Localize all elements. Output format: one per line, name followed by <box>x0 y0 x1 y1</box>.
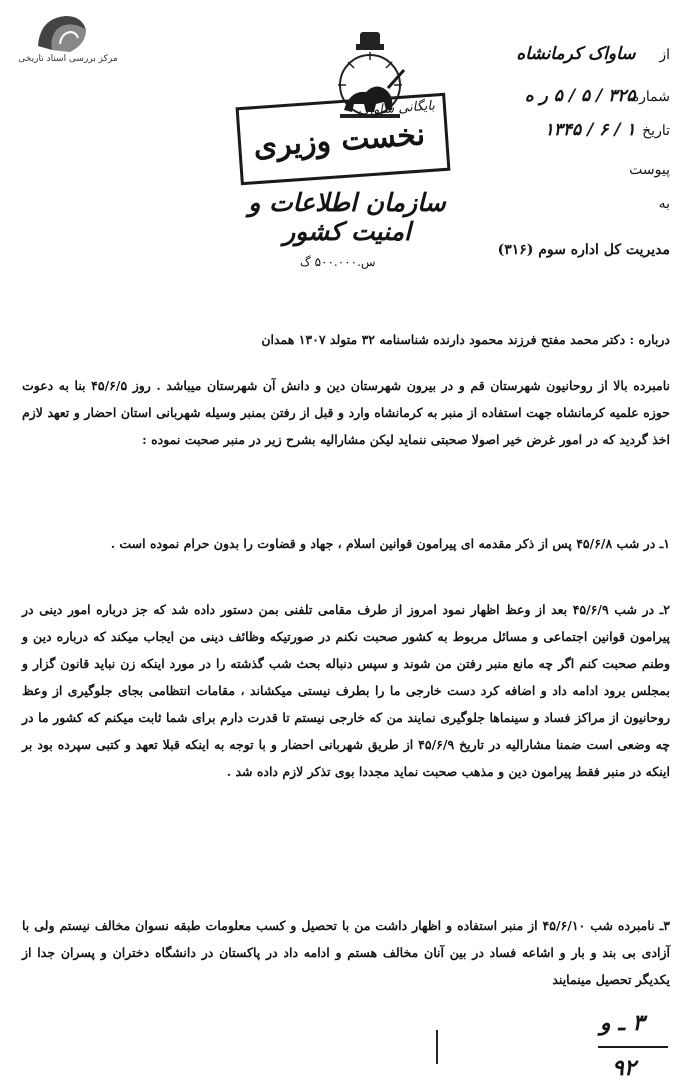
handwritten-number: ۹۲ <box>612 1055 636 1081</box>
handwritten-note: ۳ ـ و <box>600 1010 645 1036</box>
date-field <box>545 120 670 140</box>
paragraph-item-2: ۲ـ در شب ۴۵/۶/۹ بعد از وعظ اظهار نمود امروز از طرف مقامی تلفنی بمن دستور داده شد که جز درباره امور دینی در پیرامون قوانین اجتماعی و مسائل مربوط به کشور صحبت نکنم در صورتیکه وظائف دینی من ایجاب میکند که درباره دین و وطنم صحبت کنم اگر چه مانع منبر رفتن من شوند و سپس دنباله بحث شب گذشته را در مورد اینکه زن نباید قانون گزار و بمجلس برود ادامه داد و اضافه کرد دست خارجی ما را بطرف نیستی میکشاند ، مقامات انتظامی بجای جلوگیری از وعظ روحانیون از مراکز فساد و سینماها جلوگیری نمایند من که خارجی نیستم تا قدرت دارم برای شما ثابت میکنم که کشور ما در چه وضعی است ضمنا مشارالیه در تاریخ ۴۵/۶/۹ از طریق شهربانی احضار و با توجه به اینکه قبلا تعهد و کتبی سپرده بود بر اینکه در منبر فقط پیرامون دین و مذهب صحبت نماید مجددا بوی تذکر لازم داده شد . <box>22 602 670 779</box>
archive-caption: مرکز بررسی اسناد تاریخی <box>18 54 118 64</box>
organization-title: سازمان اطلاعات و امنیت کشور <box>248 188 446 246</box>
to-label: به <box>658 196 670 212</box>
number-label: شماره <box>631 89 670 105</box>
handwritten-underline <box>598 1046 668 1048</box>
paragraph-item-3: ۳ـ نامبرده شب ۴۵/۶/۱۰ از منبر استفاده و اظهار داشت من با تحصیل و کسب معلومات طبقه نسوان مخالف نیستم ولی با آزادی بی بند و بار و اشاعه فساد در بین آنان مخالف هستم و ادامه داد در پاکستان در دانشگاه دختران و پسران جدا از یکدیگر تحصیل مینمایند <box>22 918 670 987</box>
from-value: ساواک کرمانشاه <box>516 44 636 64</box>
to-field <box>640 196 670 212</box>
prime-ministry-stamp <box>236 93 451 185</box>
from-label: از <box>659 47 670 63</box>
number-field <box>525 86 670 106</box>
date-value: ۱ / ۶ / ۱۳۴۵ <box>544 120 636 140</box>
department-line: مدیریت کل اداره سوم (۳۱۶) <box>497 242 670 258</box>
paragraph-item-1: ۱ـ در شب ۴۵/۶/۸ پس از ذکر مقدمه ای پیرامون قوانین اسلام ، جهاد و قضاوت را بدون حرام نموده است . <box>110 536 670 551</box>
subject-line: درباره : دکتر محمد مفتح فرزند محمود دارنده شناسنامه ۳۲ متولد ۱۳۰۷ همدان <box>261 332 670 347</box>
margin-mark <box>436 1030 438 1064</box>
date-label: تاریخ <box>642 123 670 139</box>
organization-code: س.۵۰۰.۰۰۰ گ <box>300 255 376 269</box>
attachment-label: پیوست <box>629 162 670 178</box>
number-value: ۳۲۵ / ۵ / ۵ ر ه <box>524 86 636 106</box>
stamp-title: نخست وزیری <box>252 117 427 165</box>
attachment-field <box>626 162 670 178</box>
stamp-note: بایگانی ساواک <box>357 98 436 119</box>
paragraph-intro: نامبرده بالا از روحانیون شهرستان قم و در بیرون شهرستان دین و دانش آن شهرستان میباشد . روز ۴۵/۶/۵ بنا به دعوت حوزه علمیه کرمانشاه جهت استفاده از منبر به کرمانشاه وارد و قبل از رفتن بمنبر وسیله شهربانی استان احضار و تعهد لازم اخذ گردید که در امور غرض خیر اصولا صحبتی ننماید لیکن مشارالیه بشرح زیر در منبر صحبت نموده : <box>22 378 671 447</box>
archive-logo-icon <box>30 10 90 58</box>
from-field <box>516 44 670 64</box>
